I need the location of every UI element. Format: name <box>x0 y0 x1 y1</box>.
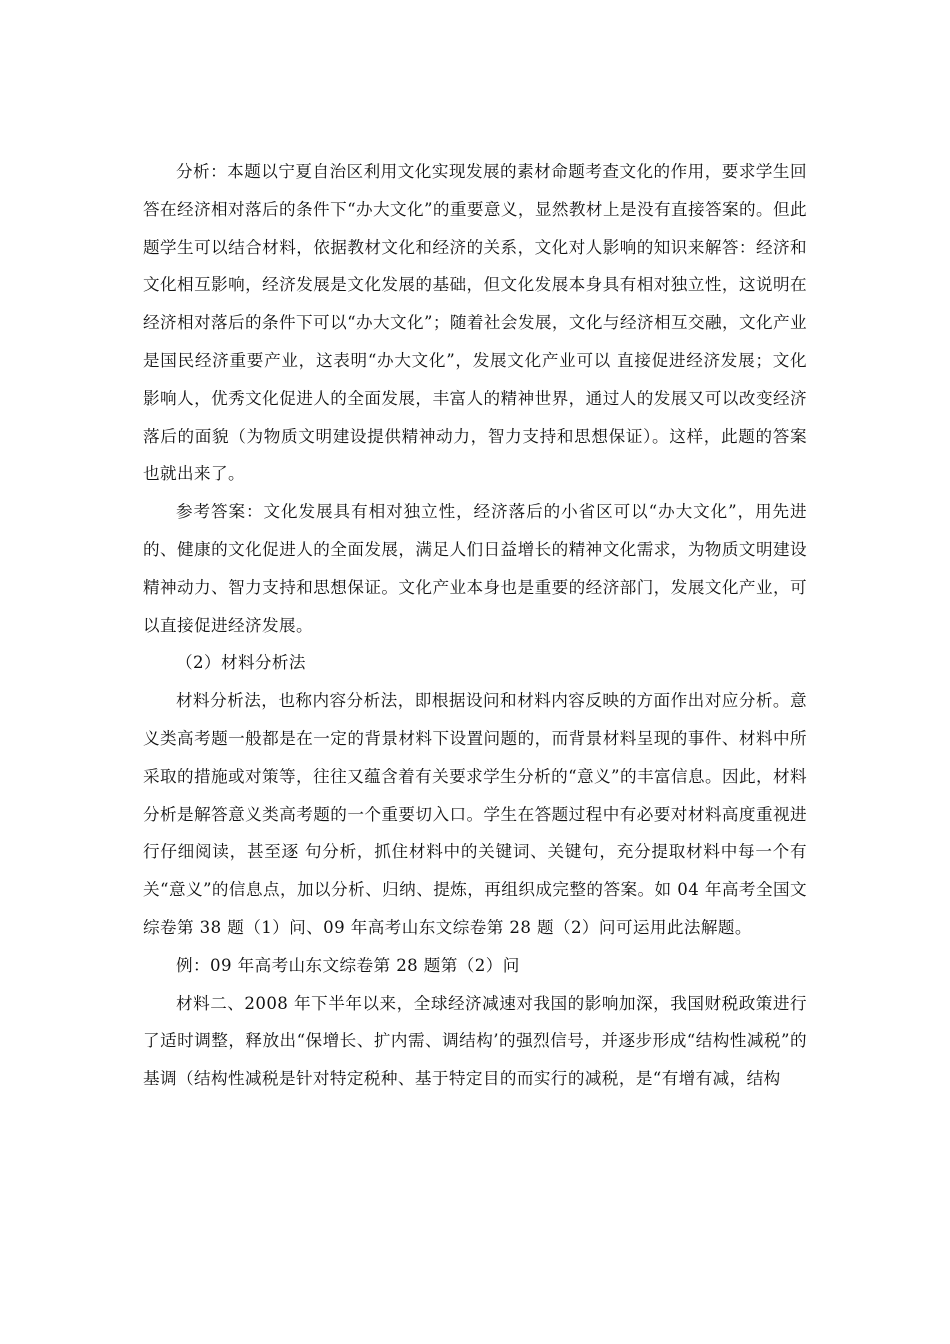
method-paragraph: 材料分析法，也称内容分析法，即根据设问和材料内容反映的方面作出对应分析。意义类高考题一般都是在一定的背景材料下设置问题的，而背景材料呈现的事件、材料中所采取的措施或对策等，往往又蕴含着有关要求学生分析的“意义”的丰富信息。因此，材料分析是解答意义类高考题的一个重要切入口。学生在答题过程中有必要对材料高度重视进行仔细阅读，甚至逐 句分析，抓住材料中的关键词、关键句，充分提取材料中每一个有关“意义”的信息点，加以分析、归纳、提炼，再组织成完整的答案。如 04 年高考全国文综卷第 38 题（1）问、09 年高考山东文综卷第 28 题（2）问可运用此法解题。 <box>143 691 807 937</box>
example-paragraph: 例：09 年高考山东文综卷第 28 题第（2）问 <box>176 955 520 975</box>
analysis-paragraph: 分析：本题以宁夏自治区利用文化实现发展的素材命题考查文化的作用，要求学生回答在经济相对落后的条件下“办大文化”的重要意义，显然教材上是没有直接答案的。但此题学生可以结合材料，依据教材文化和经济的关系，文化对人影响的知识来解答：经济和文化相互影响，经济发展是文化发展的基础，但文化发展本身具有相对独立性，这说明在经济相对落后的条件下可以“办大文化”；随着社会发展，文化与经济相互交融，文化产业是国民经济重要产业，这表明“办大文化”，发展文化产业可以 直接促进经济发展；文化影响人，优秀文化促进人的全面发展，丰富人的精神世界，通过人的发展又可以改变经济落后的面貌（为物质文明建设提供精神动力，智力支持和思想保证）。这样，此题的答案也就出来了。 <box>143 162 807 484</box>
reference-answer-paragraph: 参考答案：文化发展具有相对独立性，经济落后的小省区可以“办大文化”，用先进的、健康的文化促进人的全面发展，满足人们日益增长的精神文化需求，为物质文明建设精神动力、智力支持和思想保证。文化产业本身也是重要的经济部门，发展文化产业，可以直接促进经济发展。 <box>143 502 807 635</box>
document-body <box>143 153 807 1098</box>
section-heading: （2）材料分析法 <box>176 653 306 673</box>
material-paragraph: 材料二、2008 年下半年以来，全球经济减速对我国的影响加深，我国财税政策进行了适时调整，释放出“保增长、扩内需、调结构’的强烈信号，并逐步形成“结构性减税”的基调（结构性减税是针对特定税种、基于特定目的而实行的减税，是“有增有减，结构 <box>143 993 807 1089</box>
